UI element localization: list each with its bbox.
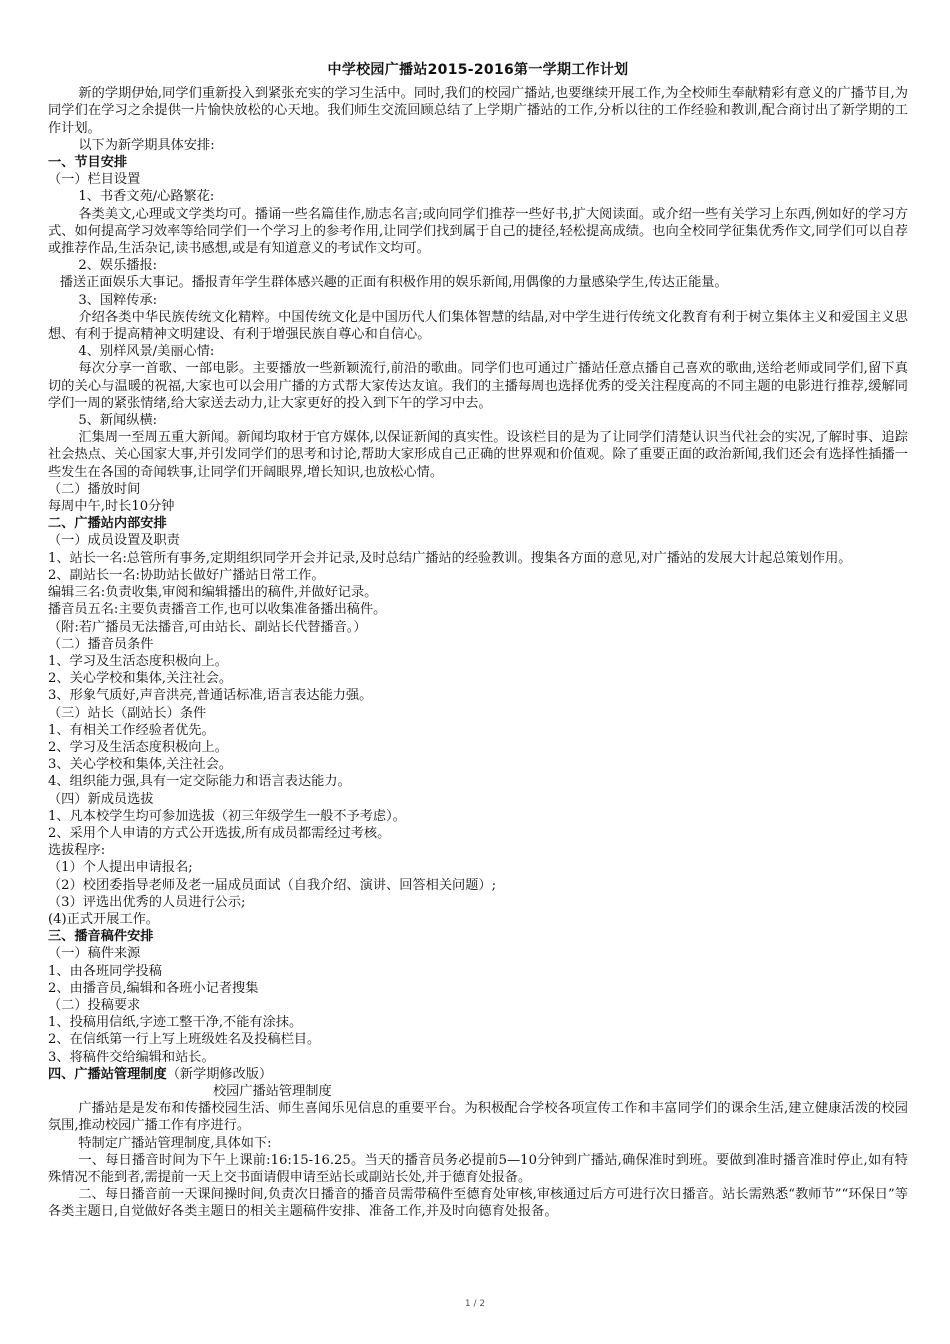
rules-paragraph: 特制定广播站管理制度,具体如下: (78, 1135, 272, 1151)
source-line: 2、由播音员,编辑和各班小记者搜集 (48, 980, 259, 996)
intro-paragraph: 新的学期伊始,同学们重新投入到紧张充实的学习生活中。同时,我们的校园广播站,也要继续开展工作,为全校师生奉献精彩有意义的广播节目,为同学们在学习之余提供一片愉快放松的心天地。我们师生交流回顾总结了上学期广播站的工作,分析以往的工作经验和教训,配合商讨出了新学期的工作计划。 (48, 86, 908, 136)
member-line: 2、副站长一名:协助站长做好广播站日常工作。 (48, 567, 325, 583)
announcer-condition: 2、关心学校和集体,关注社会。 (48, 671, 233, 687)
section-4-heading (48, 1066, 908, 1083)
rules-paragraph: 广播站是是发布和传播校园生活、师生喜闻乐见信息的重要平台。为积极配合学校各项宣传工作和丰富同学们的课余生活,建立健康活泼的校园氛围,推动校园广播工作有序进行。 (48, 1101, 908, 1134)
selection-line: 1、凡本校学生均可参加选拔（初三年级学生一般不予考虑）。 (48, 808, 406, 824)
announcer-condition: 3、形象气质好,声音洪亮,普通话标准,语言表达能力强。 (48, 688, 373, 704)
section-1-sub-1: （一）栏目设置 (48, 172, 141, 188)
section-4-heading-text: 四、广播站管理制度 (48, 1066, 167, 1082)
selection-step: （2）校团委指导老师及老一届成员面试（自我介绍、演讲、回答相关问题）; (48, 877, 497, 893)
member-line: 播音员五名:主要负责播音工作,也可以收集准备播出稿件。 (48, 602, 387, 618)
column-3-body: 介绍各类中华民族传统文化精粹。中国传统文化是中国历代人们集体智慧的结晶,对中学生进行传统文化教育有利于树立集体主义和爱国主义思想、有利于提高精神文明建设、有利于增强民族自尊心和自信心。 (48, 309, 908, 343)
column-1-title: 1、书香文苑/心路繁花: (78, 189, 215, 205)
member-line: （附:若广播员无法播音,可由站长、副站长代替播音。） (48, 619, 367, 635)
leader-condition: 1、有相关工作经验者优先。 (48, 722, 215, 738)
column-5-body: 汇集周一至周五重大新闻。新闻均取材于官方媒体,以保证新闻的真实性。设该栏目的是为了让同学们清楚认识当代社会的实况,了解时事、追踪社会热点、关心国家大事,并引发同学们的思考和讨论,帮助大家形成自己正确的世界观和价值观。除了重要正面的政治新闻,我们还会有选择性插播一些发生在各国的奇闻轶事,让同学们开阔眼界,增长知识,也放松心情。 (48, 430, 908, 480)
column-4-body: 每次分享一首歌、一部电影。主要播放一些新颖流行,前沿的歌曲。同学们也可通过广播站任意点播自己喜欢的歌曲,送给老师或同学们,留下真切的关心与温暖的祝福,大家也可以会用广播的方式帮大家传达友谊。我们的主播每周也选择优秀的受关注程度高的不同主题的电影进行推荐,缓解同学们一周的紧张情绪,给大家送去动力,让大家更好的投入到下午的学习中去。 (48, 361, 908, 411)
section-2-sub-3: （三）站长（副站长）条件 (48, 705, 207, 721)
section-2-heading: 二、广播站内部安排 (48, 516, 167, 532)
column-3-title: 3、国粹传承: (78, 292, 158, 308)
column-2-body: 播送正面娱乐大事记。播报青年学生群体感兴趣的正面有积极作用的娱乐新闻,用偶像的力量感染学生,传达正能量。 (59, 275, 728, 291)
leader-condition: 2、学习及生活态度积极向上。 (48, 739, 228, 755)
section-1-sub-2: （二）播放时间 (48, 481, 141, 497)
section-2-sub-2: （二）播音员条件 (48, 636, 154, 652)
section-3-sub-1: （一）稿件来源 (48, 946, 141, 962)
selection-step: （1）个人提出申请报名; (48, 860, 193, 876)
leader-condition: 4、组织能力强,具有一定交际能力和语言表达能力。 (48, 774, 351, 790)
section-2-sub-4: （四）新成员选拔 (48, 791, 154, 807)
rules-subtitle: 校园广播站管理制度 (213, 1083, 332, 1099)
announcer-condition: 1、学习及生活态度积极向上。 (48, 653, 228, 669)
section-2-sub-1: （一）成员设置及职责 (48, 533, 180, 549)
column-4-title: 4、别样风景/美丽心情: (78, 344, 215, 360)
source-line: 1、由各班同学投稿 (48, 963, 162, 979)
selection-line: 选拔程序: (48, 843, 106, 859)
selection-step: (4)正式开展工作。 (48, 911, 159, 927)
submission-line: 3、将稿件交给编辑和站长。 (48, 1049, 215, 1065)
column-1-body: 各类美文,心理或文学类均可。播诵一些名篇佳作,励志名言;或向同学们推荐一些好书,扩大阅读面。或介绍一些有关学习上东西,例如好的学习方式、如何提高学习效率等给同学们一个学习上的参考作用,让同学们找到属于自己的捷径,轻松提高成绩。也向全校同学征集优秀作文,同学们可以自荐或推荐作品,生活杂记,读书感想,或是有知道意义的考试作文均可。 (48, 206, 908, 257)
section-3-sub-2: （二）投稿要求 (48, 997, 141, 1013)
submission-line: 1、投稿用信纸,字迹工整干净,不能有涂抹。 (48, 1015, 303, 1031)
document-title: 中学校园广播站2015-2016第一学期工作计划 (327, 62, 629, 78)
submission-line: 2、在信纸第一行上写上班级姓名及投稿栏目。 (48, 1032, 321, 1048)
rules-paragraph: 二、每日播音前一天课间操时间,负责次日播音的播音员需带稿件至德育处审核,审核通过后方可进行次日播音。站长需熟悉“教师节”“环保日”等各类主题日,自觉做好各类主题日的相关主题稿件安排、准备工作,并及时向德育处报备。 (48, 1187, 908, 1220)
rules-paragraph: 一、每日播音时间为下午上课前:16:15-16.25。当天的播音员务必提前5—10分钟到广播站,确保准时到班。要做到准时播音准时停止,如有特殊情况不能到者,需提前一天上交书面请假申请至站长或副站长处,并于德育处报备。 (48, 1152, 908, 1185)
page-number: 1 / 2 (464, 1299, 486, 1309)
member-line: 编辑三名:负责收集,审阅和编辑播出的稿件,并做好记录。 (48, 585, 378, 601)
member-line: 1、站长一名:总管所有事务,定期组织同学开会并记录,及时总结广播站的经验教训。搜集各方面的意见,对广播站的发展大计起总策划作用。 (48, 550, 852, 566)
selection-line: 2、采用个人申请的方式公开选拔,所有成员都需经过考核。 (48, 825, 391, 841)
section-3-heading: 三、播音稿件安排 (48, 929, 154, 945)
leader-condition: 3、关心学校和集体,关注社会。 (48, 757, 233, 773)
section-4-heading-note: （新学期修改版） (166, 1066, 273, 1082)
selection-step: （3）评选出优秀的人员进行公示; (48, 894, 246, 910)
column-2-title: 2、娱乐播报: (78, 258, 158, 274)
column-5-title: 5、新闻纵横: (78, 413, 158, 429)
document-page (48, 62, 908, 1221)
broadcast-time: 每周中午,时长10分钟 (48, 499, 175, 515)
section-1-heading: 一、节目安排 (48, 155, 128, 171)
intro-lead: 以下为新学期具体安排: (78, 137, 215, 153)
